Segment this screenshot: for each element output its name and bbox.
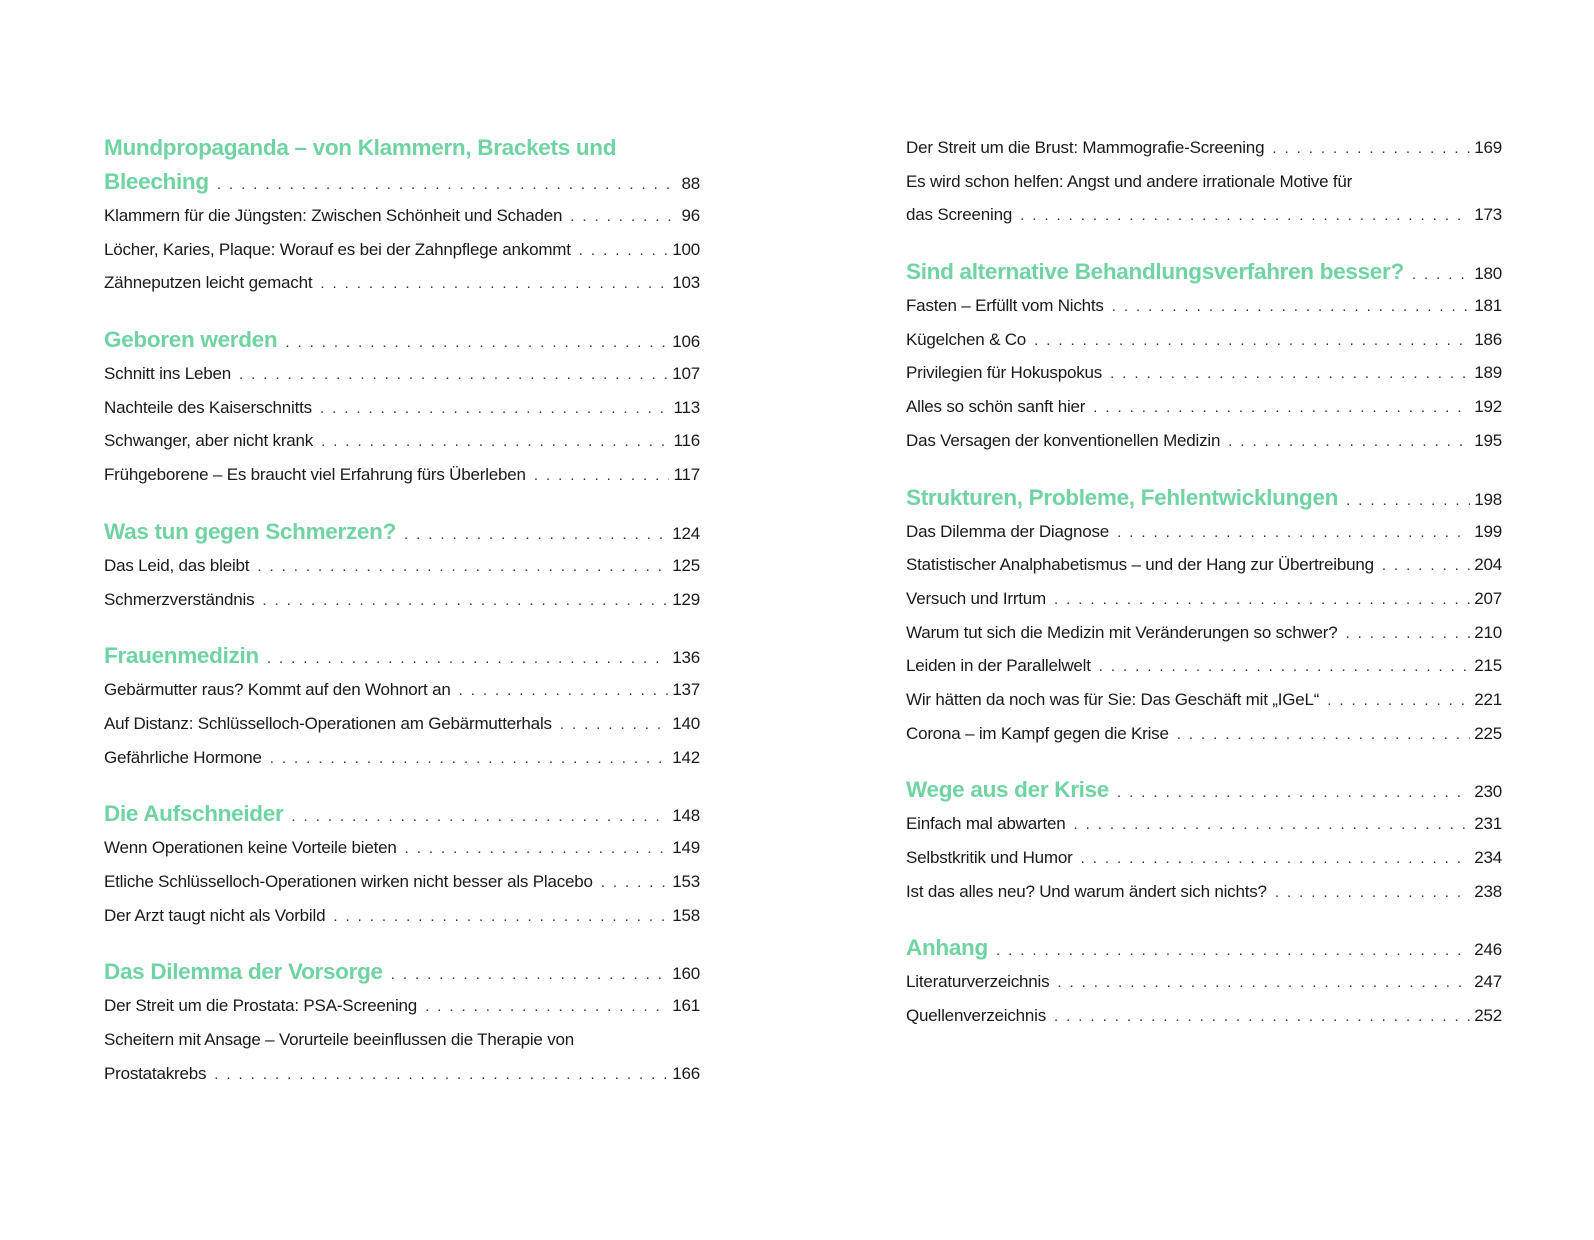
chapter-row[interactable]	[104, 323, 700, 357]
toc-entry[interactable]	[104, 266, 700, 300]
toc-entry[interactable]	[104, 549, 700, 583]
chapter-title: Das Dilemma der Vorsorge	[104, 959, 383, 985]
toc-entry[interactable]	[906, 289, 1502, 323]
dot-leader	[270, 742, 668, 776]
page-number: 166	[672, 1063, 700, 1083]
toc-entry[interactable]	[906, 841, 1502, 875]
page-number: 207	[1474, 588, 1502, 608]
toc-column-right	[906, 131, 1502, 1033]
page-number: 246	[1474, 940, 1502, 960]
entry-title: Schwanger, aber nicht krank	[104, 431, 314, 451]
page-number: 117	[673, 465, 700, 485]
page-number: 125	[672, 555, 700, 575]
entry-title: Auf Distanz: Schlüsselloch-Operationen am Gebärmutterhals	[104, 713, 552, 733]
toc-entry[interactable]	[104, 424, 700, 458]
toc-entry[interactable]	[906, 999, 1502, 1033]
page-number: 231	[1474, 814, 1502, 834]
dot-leader	[425, 990, 668, 1024]
toc-entry[interactable]	[906, 965, 1502, 999]
entry-title: Corona – im Kampf gegen die Krise	[906, 723, 1169, 743]
page-number: 252	[1474, 1006, 1502, 1026]
dot-leader	[333, 900, 668, 934]
dot-leader	[257, 550, 668, 584]
toc-entry[interactable]	[104, 899, 700, 933]
toc-entry[interactable]	[906, 131, 1502, 165]
dot-leader	[285, 326, 668, 360]
chapter-row[interactable]	[906, 931, 1502, 965]
toc-entry[interactable]	[104, 865, 700, 899]
page-number: 153	[672, 871, 700, 891]
page-number: 136	[672, 648, 700, 668]
page-number: 116	[673, 431, 700, 451]
dot-leader	[1412, 258, 1470, 292]
entry-title: Versuch und Irrtum	[906, 588, 1047, 608]
chapter-title: Geboren werden	[104, 327, 278, 353]
dot-leader	[459, 674, 669, 708]
dot-leader	[291, 800, 668, 834]
page-number: 103	[672, 273, 700, 293]
dot-leader	[320, 267, 668, 301]
dot-leader	[1054, 1000, 1470, 1034]
chapter-row[interactable]	[104, 165, 700, 199]
entry-title: Wir hätten da noch was für Sie: Das Geschäft mit „IGeL“	[906, 689, 1320, 709]
entry-title: Quellenverzeichnis	[906, 1006, 1047, 1026]
toc-entry[interactable]	[104, 707, 700, 741]
dot-leader	[1112, 290, 1471, 324]
chapter-title: Sind alternative Behandlungsverfahren besser?	[906, 259, 1404, 285]
dot-leader	[1327, 684, 1470, 718]
entry-title: Kügelchen & Co	[906, 329, 1027, 349]
dot-leader	[996, 934, 1470, 968]
dot-leader	[1177, 718, 1471, 752]
dot-leader	[267, 642, 668, 676]
dot-leader	[391, 958, 668, 992]
dot-leader	[1382, 549, 1470, 583]
page-number: 106	[672, 332, 700, 352]
toc-entry[interactable]	[906, 323, 1502, 357]
page-number: 137	[672, 680, 700, 700]
toc-entry[interactable]	[906, 582, 1502, 616]
chapter-title: Die Aufschneider	[104, 801, 284, 827]
chapter-row[interactable]	[906, 773, 1502, 807]
dot-leader	[1110, 357, 1470, 391]
page-number: 230	[1474, 782, 1502, 802]
dot-leader	[321, 425, 669, 459]
entry-title: Zähneputzen leicht gemacht	[104, 273, 313, 293]
toc-entry[interactable]	[906, 875, 1502, 909]
toc-entry[interactable]	[104, 199, 700, 233]
chapter-row[interactable]	[906, 255, 1502, 289]
page-number: 88	[681, 174, 700, 193]
toc-entry[interactable]	[104, 458, 700, 492]
entry-title: Statistischer Analphabetismus – und der Hang zur Übertreibung	[906, 555, 1374, 575]
entry-title: Literaturverzeichnis	[906, 972, 1050, 992]
dot-leader	[1272, 132, 1470, 166]
entry-title: Wenn Operationen keine Vorteile bieten	[104, 838, 397, 858]
entry-title: Das Dilemma der Diagnose	[906, 521, 1110, 541]
entry-title: Der Arzt taugt nicht als Vorbild	[104, 905, 326, 925]
entry-title: Etliche Schlüsselloch-Operationen wirken nicht besser als Placebo	[104, 871, 593, 891]
toc-entry[interactable]	[906, 807, 1502, 841]
chapter-title: Bleeching	[104, 169, 209, 194]
entry-title: Privilegien für Hokuspokus	[906, 363, 1103, 383]
page-number: 225	[1474, 723, 1502, 743]
entry-title-line: Es wird schon helfen: Angst und andere irrationale Motive für	[906, 171, 1353, 191]
chapter-title: Anhang	[906, 935, 988, 961]
page-number: 204	[1474, 555, 1502, 575]
dot-leader	[1346, 617, 1471, 651]
dot-leader	[1228, 425, 1470, 459]
toc-column-left	[104, 131, 700, 1090]
dot-leader	[579, 234, 668, 268]
page-number: 96	[681, 206, 700, 225]
page-number: 160	[672, 964, 700, 984]
page-number: 199	[1474, 521, 1502, 541]
page-number: 124	[672, 523, 700, 543]
dot-leader	[1099, 650, 1470, 684]
toc-entry[interactable]	[906, 717, 1502, 751]
entry-title: Frühgeborene – Es braucht viel Erfahrung fürs Überleben	[104, 465, 526, 485]
entry-title: Das Versagen der konventionellen Medizin	[906, 430, 1221, 450]
page-number: 158	[672, 905, 700, 925]
page-number: 173	[1474, 205, 1502, 225]
page-number: 195	[1474, 430, 1502, 450]
chapter-row[interactable]	[104, 639, 700, 673]
entry-title: Einfach mal abwarten	[906, 814, 1066, 834]
dot-leader	[217, 168, 678, 202]
toc-entry[interactable]	[104, 1057, 700, 1091]
dot-leader	[601, 866, 668, 900]
page-number: 210	[1474, 622, 1502, 642]
page-number: 100	[672, 239, 700, 259]
dot-leader	[320, 392, 670, 426]
toc-entry[interactable]	[906, 198, 1502, 232]
page-number: 107	[672, 364, 700, 384]
dot-leader	[262, 584, 668, 618]
dot-leader	[214, 1058, 668, 1092]
page-number: 149	[672, 838, 700, 858]
dot-leader	[1093, 391, 1470, 425]
toc-entry[interactable]	[906, 390, 1502, 424]
dot-leader	[1054, 583, 1470, 617]
toc-entry[interactable]	[104, 583, 700, 617]
entry-title: Gefährliche Hormone	[104, 747, 262, 767]
entry-title: Fasten – Erfüllt vom Nichts	[906, 296, 1104, 316]
chapter-title-line: Mundpropaganda – von Klammern, Brackets und	[104, 135, 617, 160]
dot-leader	[1346, 484, 1470, 518]
chapter-title: Wege aus der Krise	[906, 777, 1110, 803]
toc-entry[interactable]	[906, 616, 1502, 650]
entry-title: Alles so schön sanft hier	[906, 397, 1086, 417]
page-number: 186	[1474, 329, 1502, 349]
entry-title: Der Streit um die Brust: Mammografie-Screening	[906, 138, 1265, 157]
dot-leader	[1020, 199, 1470, 233]
toc-entry[interactable]	[104, 391, 700, 425]
chapter-row[interactable]	[906, 481, 1502, 515]
chapter-row[interactable]	[104, 955, 700, 989]
entry-title: Nachteile des Kaiserschnitts	[104, 397, 312, 417]
page-number: 113	[673, 397, 700, 417]
entry-title: Prostatakrebs	[104, 1063, 207, 1083]
entry-title: Selbstkritik und Humor	[906, 848, 1073, 867]
toc-entry[interactable]	[906, 548, 1502, 582]
dot-leader	[405, 832, 669, 866]
toc-entry[interactable]	[104, 741, 700, 775]
chapter-title: Was tun gegen Schmerzen?	[104, 518, 397, 544]
page-number: 142	[672, 747, 700, 767]
toc-entry[interactable]	[104, 831, 700, 865]
toc-chapter	[104, 131, 700, 199]
dot-leader	[1117, 516, 1470, 550]
dot-leader	[1034, 324, 1470, 358]
chapter-row[interactable]	[104, 797, 700, 831]
toc-entry[interactable]	[104, 233, 700, 267]
entry-title: Gebärmutter raus? Kommt auf den Wohnort an	[104, 680, 451, 700]
chapter-title: Strukturen, Probleme, Fehlentwicklungen	[906, 484, 1339, 510]
dot-leader	[404, 518, 668, 552]
page-number: 140	[672, 713, 700, 733]
page-number: 148	[672, 806, 700, 826]
toc-entry[interactable]	[906, 424, 1502, 458]
page-number: 129	[672, 589, 700, 609]
page-number: 180	[1474, 264, 1502, 284]
dot-leader	[239, 358, 668, 392]
dot-leader	[1073, 808, 1470, 842]
dot-leader	[1081, 842, 1471, 876]
toc-entry[interactable]	[906, 356, 1502, 390]
page-number: 238	[1474, 881, 1502, 901]
entry-title: Löcher, Karies, Plaque: Worauf es bei der Zahnpflege ankommt	[104, 239, 571, 259]
page-number: 247	[1474, 972, 1502, 992]
page-number: 198	[1474, 489, 1502, 509]
entry-title-line: Scheitern mit Ansage – Vorurteile beeinflussen die Therapie von	[104, 1030, 574, 1049]
toc-entry[interactable]	[906, 649, 1502, 683]
entry-title: Warum tut sich die Medizin mit Veränderungen so schwer?	[906, 622, 1338, 642]
dot-leader	[534, 459, 670, 493]
dot-leader	[570, 200, 677, 234]
entry-title: Das Leid, das bleibt	[104, 555, 250, 575]
page-number: 234	[1474, 848, 1502, 867]
entry-title: Schnitt ins Leben	[104, 364, 232, 384]
page-number: 221	[1474, 689, 1502, 709]
toc-entry[interactable]	[104, 673, 700, 707]
page-number: 169	[1474, 138, 1502, 157]
page-number: 181	[1474, 296, 1502, 316]
page-number: 161	[672, 996, 700, 1016]
toc-entry[interactable]	[906, 515, 1502, 549]
entry-title: Ist das alles neu? Und warum ändert sich nichts?	[906, 881, 1267, 901]
entry-title: Leiden in der Parallelwelt	[906, 656, 1091, 676]
dot-leader	[560, 708, 668, 742]
dot-leader	[1057, 966, 1470, 1000]
toc-entry[interactable]	[104, 989, 700, 1023]
dot-leader	[1275, 876, 1470, 910]
entry-title: Der Streit um die Prostata: PSA-Screening	[104, 996, 418, 1016]
dot-leader	[1117, 776, 1470, 810]
toc-entry[interactable]	[906, 683, 1502, 717]
toc-entry[interactable]	[104, 357, 700, 391]
page-number: 192	[1474, 397, 1502, 417]
entry-title: das Screening	[906, 205, 1013, 225]
chapter-title: Frauenmedizin	[104, 643, 259, 669]
page-number: 215	[1474, 656, 1502, 676]
chapter-row[interactable]	[104, 515, 700, 549]
page-number: 189	[1474, 363, 1502, 383]
entry-title: Schmerzverständnis	[104, 589, 255, 609]
entry-title: Klammern für die Jüngsten: Zwischen Schönheit und Schaden	[104, 206, 563, 225]
